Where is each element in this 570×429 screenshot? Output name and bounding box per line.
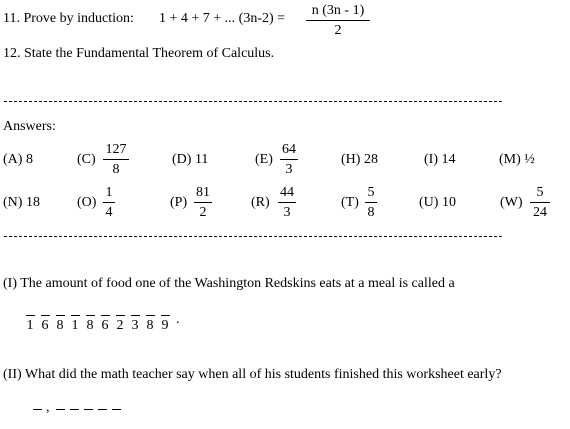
answer-letter: (A) [3, 152, 23, 167]
answer-value: 10 [441, 195, 456, 210]
answer-m [499, 153, 535, 167]
answer-value: ½ [524, 152, 535, 167]
fraction-numerator: 5 [530, 186, 550, 203]
fraction-denominator: 4 [105, 205, 113, 220]
riddle-1-blank [69, 315, 81, 333]
problem-12: 12. State the Fundamental Theorem of Calculus. [3, 46, 275, 61]
blank-digit: 6 [101, 318, 109, 333]
answer-d [172, 153, 208, 167]
answer-n [3, 196, 40, 210]
blank-digit: 9 [161, 318, 169, 333]
blank-line [101, 315, 110, 316]
riddle-2-blank [70, 409, 79, 410]
fraction-denominator: 2 [334, 23, 342, 38]
answer-u [419, 196, 456, 210]
answer-r-fraction [278, 186, 296, 220]
riddle-2-blank [56, 409, 65, 410]
blank-line [56, 315, 65, 316]
answer-p-letter: (P) [170, 195, 188, 210]
answer-w-letter: (W) [500, 195, 523, 210]
separator-bottom [4, 236, 502, 237]
riddle-2-blank [33, 409, 42, 410]
problem-11-expression: 1 + 4 + 7 + ... (3n-2) = [159, 11, 286, 26]
riddle-1-blank [24, 315, 36, 333]
answer-value: 28 [363, 152, 378, 167]
answer-value: 8 [25, 152, 33, 167]
fraction-denominator: 3 [283, 205, 291, 220]
blank-line [41, 315, 50, 316]
answer-letter: (D) [172, 152, 192, 167]
answer-o-fraction [103, 186, 115, 220]
riddle-1-blank [84, 315, 96, 333]
answer-letter: (M) [499, 152, 521, 167]
problem-11-label: 11. Prove by induction: [3, 11, 134, 26]
answer-value: 11 [194, 152, 209, 167]
fraction-numerator: 5 [365, 186, 377, 203]
blank-digit: 1 [71, 318, 79, 333]
blank-digit: 3 [131, 318, 139, 333]
riddle-1-question: (I) The amount of food one of the Washington Redskins eats at a meal is called a [3, 276, 455, 291]
problem-11-fraction [306, 4, 370, 38]
answer-c-letter: (C) [77, 152, 96, 167]
answer-t-fraction [365, 186, 377, 220]
riddle-1-period: . [176, 312, 180, 327]
blank-digit: 1 [26, 318, 34, 333]
answer-r-letter: (R) [251, 195, 270, 210]
answer-letter: (I) [424, 152, 438, 167]
riddle-1-blank [39, 315, 51, 333]
blank-line [26, 315, 35, 316]
fraction-numerator: 44 [278, 186, 296, 203]
fraction-denominator: 2 [199, 205, 207, 220]
blank-line [146, 315, 155, 316]
blank-line [86, 315, 95, 316]
answer-p-fraction [194, 186, 212, 220]
answer-a [3, 153, 33, 167]
blank-digit: 8 [86, 318, 94, 333]
blank-digit: 8 [56, 318, 64, 333]
blank-digit: 6 [41, 318, 49, 333]
answer-letter: (H) [341, 152, 361, 167]
answer-t-letter: (T) [341, 195, 359, 210]
answers-heading: Answers: [3, 119, 56, 134]
answer-e-fraction [280, 143, 298, 177]
answer-i [424, 153, 456, 167]
fraction-numerator: n (3n - 1) [306, 4, 370, 21]
answer-value: 14 [441, 152, 456, 167]
blank-digit: 2 [116, 318, 124, 333]
blank-digit: 8 [146, 318, 154, 333]
fraction-denominator: 8 [112, 162, 120, 177]
fraction-numerator: 127 [103, 143, 129, 160]
answer-w-fraction [530, 186, 550, 220]
riddle-1-blank [99, 315, 111, 333]
answer-o-letter: (O) [77, 195, 97, 210]
fraction-denominator: 3 [285, 162, 293, 177]
separator-top [4, 101, 502, 102]
riddle-2-comma: , [46, 400, 50, 415]
riddle-1-blank [54, 315, 66, 333]
answer-e-letter: (E) [255, 152, 273, 167]
answer-letter: (U) [419, 195, 439, 210]
fraction-denominator: 8 [367, 205, 375, 220]
blank-line [131, 315, 140, 316]
fraction-numerator: 81 [194, 186, 212, 203]
answer-letter: (N) [3, 195, 23, 210]
riddle-1-blank [129, 315, 141, 333]
riddle-2-question: (II) What did the math teacher say when all of his students finished this worksheet early? [3, 367, 502, 382]
fraction-denominator: 24 [533, 205, 547, 220]
answer-c-fraction [103, 143, 129, 177]
blank-line [71, 315, 80, 316]
riddle-1-blank [114, 315, 126, 333]
riddle-2-blank [84, 409, 93, 410]
riddle-2-blank [98, 409, 107, 410]
blank-line [161, 315, 170, 316]
answer-value: 18 [25, 195, 40, 210]
fraction-numerator: 64 [280, 143, 298, 160]
fraction-numerator: 1 [103, 186, 115, 203]
answer-h [341, 153, 378, 167]
riddle-1-blank [159, 315, 171, 333]
blank-line [116, 315, 125, 316]
riddle-1-blank [144, 315, 156, 333]
riddle-2-blank [112, 409, 121, 410]
